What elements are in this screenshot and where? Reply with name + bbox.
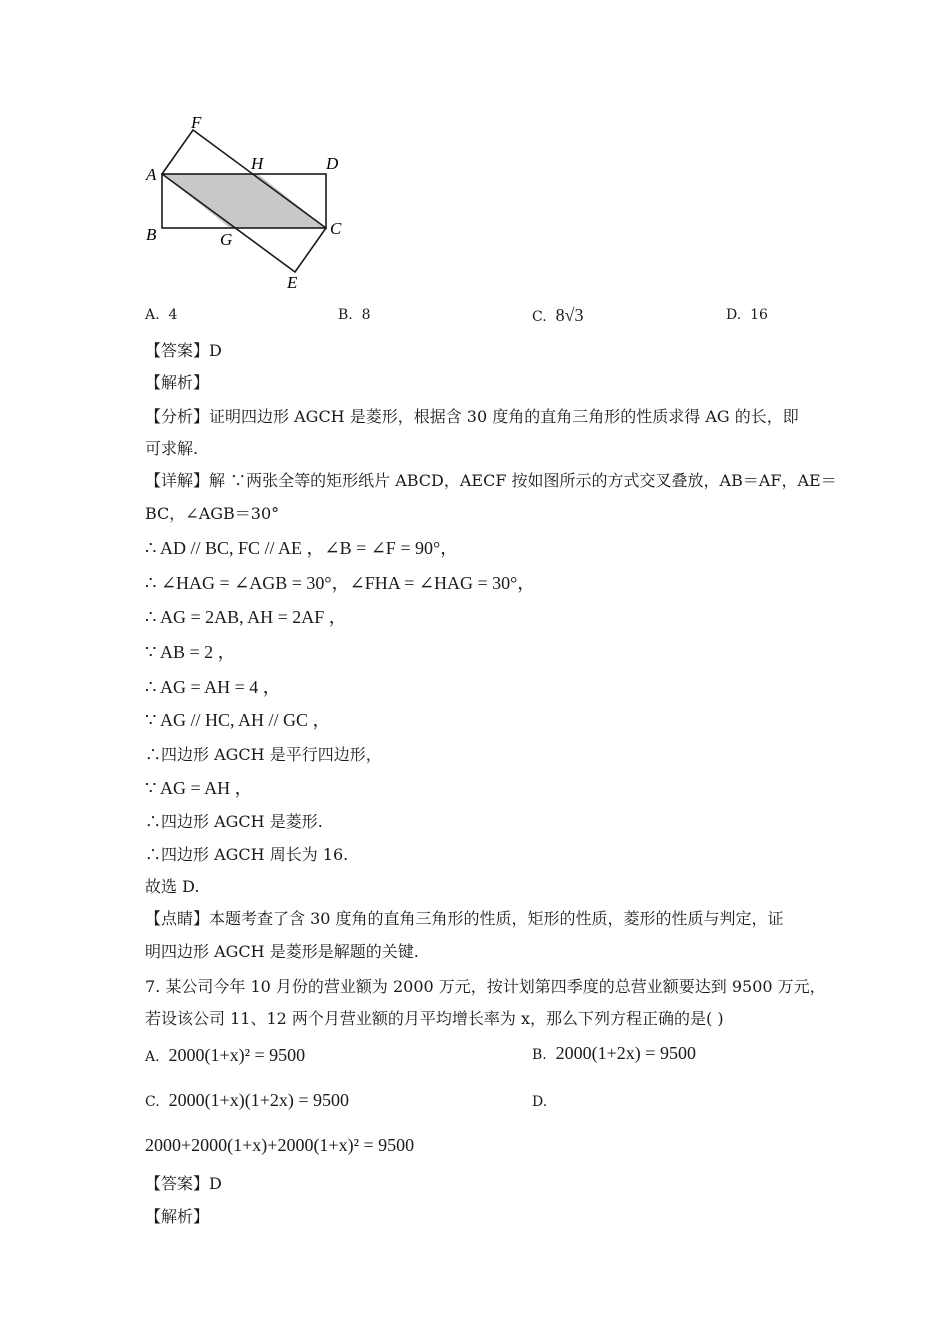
- q7-stem-line-1: 7. 某公司今年 10 月份的营业额为 2000 万元，按计划第四季度的总营业额要达到 9500 万元，: [145, 977, 826, 996]
- q6-fenxi-line-1: 【分析】证明四边形 AGCH 是菱形，根据含 30 度角的直角三角形的性质求得 AG 的长，即: [145, 407, 799, 426]
- q6-step-9: ∴四边形 AGCH 是菱形.: [145, 812, 323, 831]
- q7-option-d-formula: 2000+2000(1+x)+2000(1+x)² = 9500: [145, 1135, 415, 1155]
- q6-comment-line-1: 【点睛】本题考查了含 30 度角的直角三角形的性质，矩形的性质，菱形的性质与判定，证: [145, 909, 784, 928]
- q6-step-11: 故选 D.: [145, 877, 200, 896]
- q7-option-c: C. 2000(1+x)(1+2x) = 9500: [145, 1090, 350, 1110]
- q6-step-5: ∴ AG = AH = 4 ，: [145, 677, 281, 697]
- label-h: H: [251, 154, 264, 173]
- label-e: E: [287, 273, 298, 292]
- q6-step-8: ∵ AG = AH ，: [145, 778, 253, 798]
- q6-option-a: A. 4: [145, 307, 178, 323]
- label-a: A: [146, 165, 157, 184]
- q6-detail-line-2: BC，∠AGB＝30°: [145, 504, 280, 523]
- q6-fenxi-line-2: 可求解.: [145, 439, 199, 458]
- rhombus-agch: [162, 174, 326, 228]
- q6-step-7: ∴四边形 AGCH 是平行四边形，: [145, 745, 382, 764]
- geometry-figure: [140, 108, 360, 302]
- q7-analysis-heading: 【解析】: [145, 1207, 210, 1226]
- q6-step-6: ∵ AG // HC, AH // GC ，: [145, 710, 331, 730]
- q6-step-4: ∵ AB = 2 ，: [145, 642, 236, 662]
- q6-answer: 【答案】D: [145, 341, 222, 360]
- q6-option-c: C. 8√3: [532, 305, 584, 325]
- q6-comment-line-2: 明四边形 AGCH 是菱形是解题的关键.: [145, 942, 419, 961]
- q6-option-b: B. 8: [338, 307, 371, 323]
- q6-step-3: ∴ AG = 2AB, AH = 2AF ，: [145, 607, 347, 627]
- q6-detail-line-1: 【详解】解 ∵两张全等的矩形纸片 ABCD，AECF 按如图所示的方式交叉叠放，AB＝AF，AE＝: [145, 471, 837, 490]
- q6-option-d: D. 16: [726, 307, 768, 323]
- q7-option-b: B. 2000(1+2x) = 9500: [532, 1043, 696, 1063]
- rectangles-diagram: [140, 108, 360, 298]
- label-d: D: [326, 154, 339, 173]
- q6-step-10: ∴四边形 AGCH 周长为 16.: [145, 845, 349, 864]
- q7-answer: 【答案】D: [145, 1174, 222, 1193]
- label-c: C: [330, 219, 342, 238]
- label-f: F: [191, 113, 202, 132]
- q6-analysis-heading: 【解析】: [145, 373, 210, 392]
- q6-step-1: ∴ AD // BC, FC // AE ，∠B = ∠F = 90°，: [145, 538, 459, 558]
- q6-step-2: ∴ ∠HAG = ∠AGB = 30°，∠FHA = ∠HAG = 30°，: [145, 573, 536, 593]
- label-g: G: [220, 230, 233, 249]
- q7-option-d-letter: D.: [532, 1094, 548, 1110]
- label-b: B: [146, 225, 157, 244]
- q7-option-a: A. 2000(1+x)² = 9500: [145, 1045, 306, 1065]
- q7-stem-line-2: 若设该公司 11、12 两个月营业额的月平均增长率为 x，那么下列方程正确的是( ): [145, 1009, 724, 1028]
